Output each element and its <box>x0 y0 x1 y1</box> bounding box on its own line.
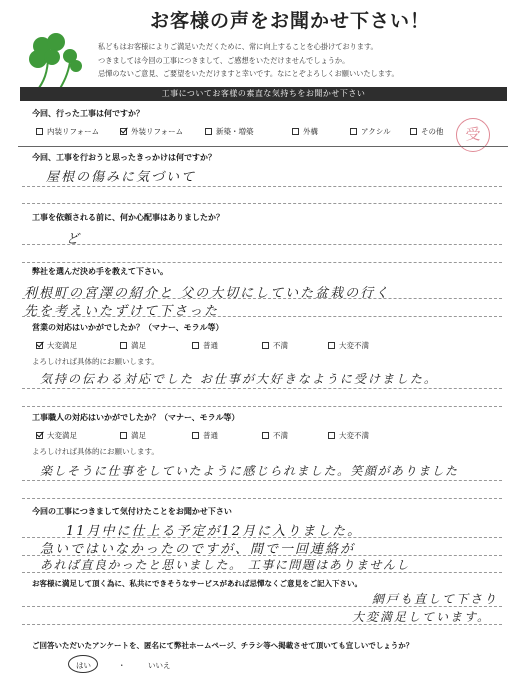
option-label: 不満 <box>273 341 288 350</box>
specific-prompt: よろしければ具体的にお願いします。 <box>32 357 159 366</box>
question-concerns: 工事を依頼される前に、何か心配事はありましたか？ <box>32 213 224 222</box>
option-label: 内装リフォーム <box>47 127 100 136</box>
option-label: 満足 <box>131 431 146 440</box>
checkbox[interactable] <box>192 342 199 349</box>
option-normal[interactable] <box>192 430 218 441</box>
option-label: アクシル <box>361 127 391 136</box>
checkbox[interactable] <box>262 342 269 349</box>
option-label: いいえ <box>148 661 171 670</box>
checkbox[interactable] <box>120 432 127 439</box>
answer-deciding-factor: 先を考えいたずけて下さった <box>24 304 220 319</box>
answer-line <box>22 244 502 245</box>
checkbox[interactable] <box>410 128 417 135</box>
answer-concerns: ど <box>66 232 82 247</box>
checkbox[interactable] <box>120 342 127 349</box>
question-craftsman-response: 工事職人の対応はいかがでしたか？（マナー、モラル等） <box>32 413 240 422</box>
option-label: その他 <box>421 127 444 136</box>
option-satisfied[interactable] <box>120 340 146 351</box>
option-other[interactable] <box>410 126 444 137</box>
answer-noticed: 急いではいなかったのですが、間で一回連絡が <box>40 542 356 557</box>
question-service-ideas: お客様に満足して頂く為に、私共にできそうなサービスがあれば忌憚なくご意見をご記入下さい。 <box>32 579 362 588</box>
option-label: 大変不満 <box>339 341 369 350</box>
answer-trigger: 屋根の傷みに気づいて <box>46 170 197 185</box>
answer-service-ideas: 大変満足しています。 <box>352 610 492 624</box>
answer-line <box>22 498 502 499</box>
option-no[interactable] <box>148 660 171 671</box>
answer-line <box>22 624 502 625</box>
clover-icon <box>22 32 84 94</box>
option-axil[interactable] <box>350 126 391 137</box>
question-publish-consent: ご回答いただいたアンケートを、匿名にて弊社ホームページ、チラシ等へ掲載させて頂いても宜しいでしょうか？ <box>32 641 414 650</box>
answer-deciding-factor: 利根町の宮澤の紹介と 父の大切にしていた盆栽の行く <box>24 286 391 301</box>
received-stamp: 受 <box>456 118 490 152</box>
checkbox[interactable] <box>292 128 299 135</box>
question-noticed: 今回の工事につきまして気付けたことをお聞かせ下さい <box>32 507 232 516</box>
answer-noticed: あれば直良かったと思いました。 工事に問題はありませんし <box>40 558 410 572</box>
option-label: 不満 <box>273 431 288 440</box>
option-label: 外装リフォーム <box>131 127 184 136</box>
option-interior[interactable] <box>36 126 99 137</box>
intro-line: つきましては今回の工事につきまして、ご感想をいただけませんでしょうか。 <box>98 55 350 65</box>
checkbox[interactable] <box>205 128 212 135</box>
checkbox-checked[interactable] <box>36 432 43 439</box>
checkbox[interactable] <box>350 128 357 135</box>
option-label: 大変不満 <box>339 431 369 440</box>
question-work-type: 今回、行った工事は何ですか？ <box>32 109 144 118</box>
option-label: 新築・増築 <box>216 127 254 136</box>
checkbox[interactable] <box>262 432 269 439</box>
option-label: はい <box>76 661 91 670</box>
option-exterior-works[interactable] <box>292 126 318 137</box>
answer-line <box>22 186 502 187</box>
checkbox-checked[interactable] <box>120 128 127 135</box>
answer-line <box>22 406 502 407</box>
answer-line <box>22 555 502 556</box>
option-very-satisfied[interactable] <box>36 340 77 351</box>
separator-dot: ・ <box>118 661 126 670</box>
answer-service-ideas: 網戸も直して下さり <box>372 592 499 606</box>
checkbox[interactable] <box>328 432 335 439</box>
question-sales-response: 営業の対応はいかがでしたか？（マナー、モラル等） <box>32 323 224 332</box>
option-very-dissatisfied[interactable] <box>328 430 369 441</box>
option-satisfied[interactable] <box>120 430 146 441</box>
intro-line: 忌憚のないご意見、ご要望をいただけますと幸いです。なにとぞよろしくお願いいたします。 <box>98 69 399 78</box>
answer-line <box>22 606 502 607</box>
option-very-satisfied[interactable] <box>36 430 77 441</box>
answer-line <box>22 572 502 573</box>
answer-line <box>22 262 502 263</box>
option-label: 普通 <box>203 431 218 440</box>
page-title: お客様の声をお聞かせ下さい！ <box>149 10 430 32</box>
answer-line <box>22 388 502 389</box>
option-label: 大変満足 <box>47 431 77 440</box>
checkbox[interactable] <box>192 432 199 439</box>
checkbox[interactable] <box>328 342 335 349</box>
specific-prompt: よろしければ具体的にお願いします。 <box>32 447 159 456</box>
option-label: 普通 <box>203 341 218 350</box>
section-banner: 工事についてお客様の素直な気持ちをお聞かせ下さい <box>20 87 507 101</box>
option-normal[interactable] <box>192 340 218 351</box>
option-label: 外構 <box>303 127 318 136</box>
checkbox[interactable] <box>36 128 43 135</box>
question-deciding-factor: 弊社を選んだ決め手を教えて下さい。 <box>32 267 168 276</box>
answer-sales-response: 気持の伝わる対応でした お仕事が大好きなように受けました。 <box>40 372 438 386</box>
option-label: 大変満足 <box>47 341 77 350</box>
answer-line <box>22 480 502 481</box>
intro-line: 私どもはお客様によりご満足いただくために、常に向上することを心掛けております。 <box>98 42 378 51</box>
option-label: 満足 <box>131 341 146 350</box>
option-dissatisfied[interactable] <box>262 340 288 351</box>
option-very-dissatisfied[interactable] <box>328 340 369 351</box>
option-dissatisfied[interactable] <box>262 430 288 441</box>
intro-text <box>98 40 498 81</box>
question-trigger: 今回、工事を行おうと思ったきっかけは何ですか？ <box>32 153 216 162</box>
option-exterior[interactable] <box>120 126 183 137</box>
selection-circle <box>68 655 98 673</box>
answer-noticed: 11月中に仕上る予定が12月に入りました。 <box>66 524 363 539</box>
checkbox-checked[interactable] <box>36 342 43 349</box>
option-new-build[interactable] <box>205 126 254 137</box>
answer-line <box>22 298 502 299</box>
answer-line <box>22 316 502 317</box>
answer-line <box>22 537 502 538</box>
answer-craftsman-response: 楽しそうに仕事をしていたように感じられました。笑顔がありました <box>40 464 459 478</box>
divider <box>18 146 508 147</box>
answer-line <box>22 203 502 204</box>
